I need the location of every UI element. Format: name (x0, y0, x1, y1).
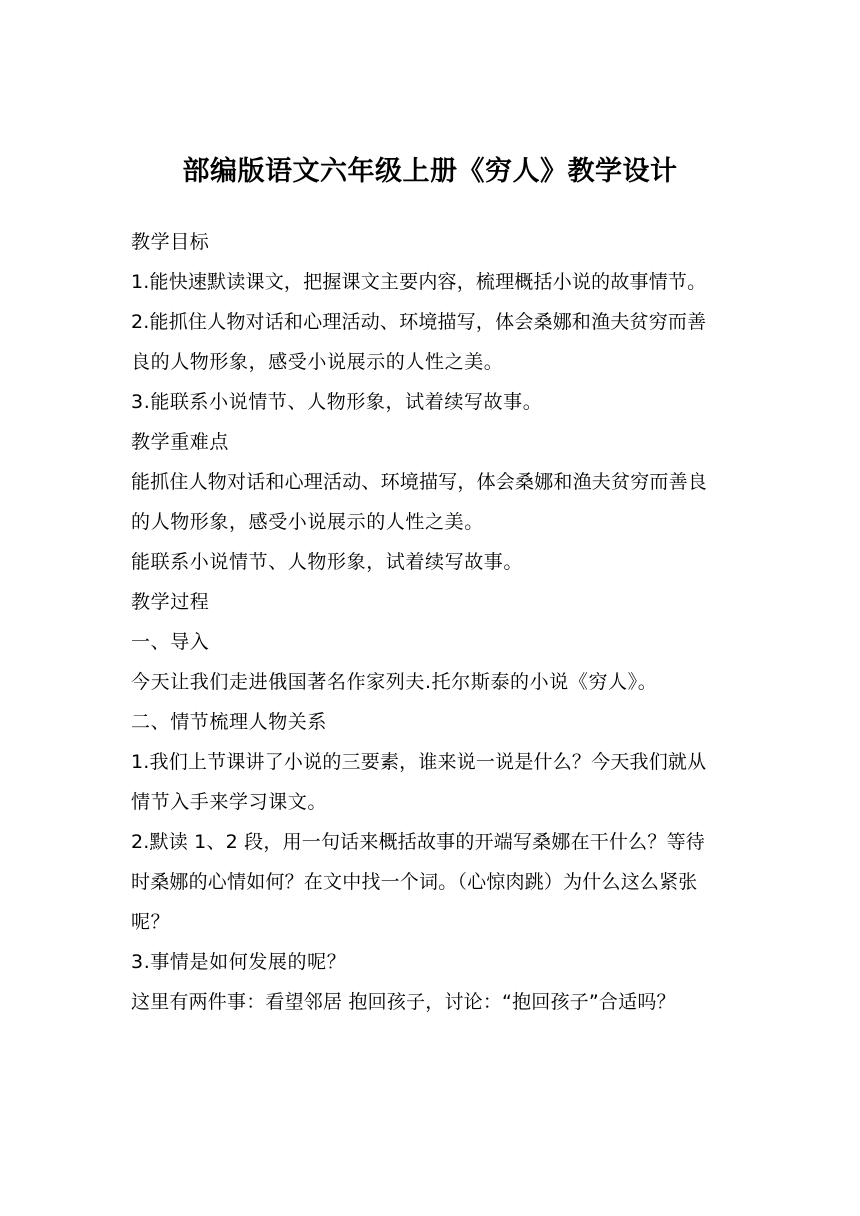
paragraph-line: 1.我们上节课讲了小说的三要素，谁来说一说是什么？今天我们就从 (131, 751, 707, 773)
paragraph-line: 呢？ (131, 911, 171, 933)
paragraph-line: 2.能抓住人物对话和心理活动、环境描写，体会桑娜和渔夫贫穷而善 (131, 311, 707, 333)
paragraph-line: 2.默读 1、2 段，用一句话来概括故事的开端写桑娜在干什么？等待 (131, 831, 705, 853)
paragraph-line: 的人物形象，感受小说展示的人性之美。 (131, 511, 484, 533)
section-heading-plot: 二、情节梳理人物关系 (131, 711, 328, 733)
heading-teaching-process: 教学过程 (131, 591, 210, 613)
section-heading-intro: 一、导入 (131, 631, 210, 653)
document-title: 部编版语文六年级上册《穷人》教学设计 (182, 156, 678, 187)
heading-teaching-goals: 教学目标 (131, 231, 210, 253)
paragraph-line: 时桑娜的心情如何？在文中找一个词。（心惊肉跳）为什么这么紧张 (131, 871, 698, 893)
paragraph-line: 这里有两件事：看望邻居 抱回孩子，讨论：“抱回孩子”合适吗？ (131, 991, 676, 1013)
paragraph-line: 3.能联系小说情节、人物形象，试着续写故事。 (131, 391, 543, 413)
paragraph-line: 情节入手来学习课文。 (131, 791, 328, 813)
paragraph-line: 3.事情是如何发展的呢？ (131, 951, 347, 973)
paragraph-line: 能抓住人物对话和心理活动、环境描写，体会桑娜和渔夫贫穷而善良 (131, 471, 708, 493)
heading-key-difficulties: 教学重难点 (131, 431, 230, 453)
paragraph-line: 1.能快速默读课文，把握课文主要内容，梳理概括小说的故事情节。 (131, 271, 707, 293)
paragraph-line: 良的人物形象，感受小说展示的人性之美。 (131, 351, 504, 373)
paragraph-line: 能联系小说情节、人物形象，试着续写故事。 (131, 551, 524, 573)
document-body (131, 222, 731, 1022)
paragraph-line: 今天让我们走进俄国著名作家列夫.托尔斯泰的小说《穷人》。 (131, 671, 658, 693)
